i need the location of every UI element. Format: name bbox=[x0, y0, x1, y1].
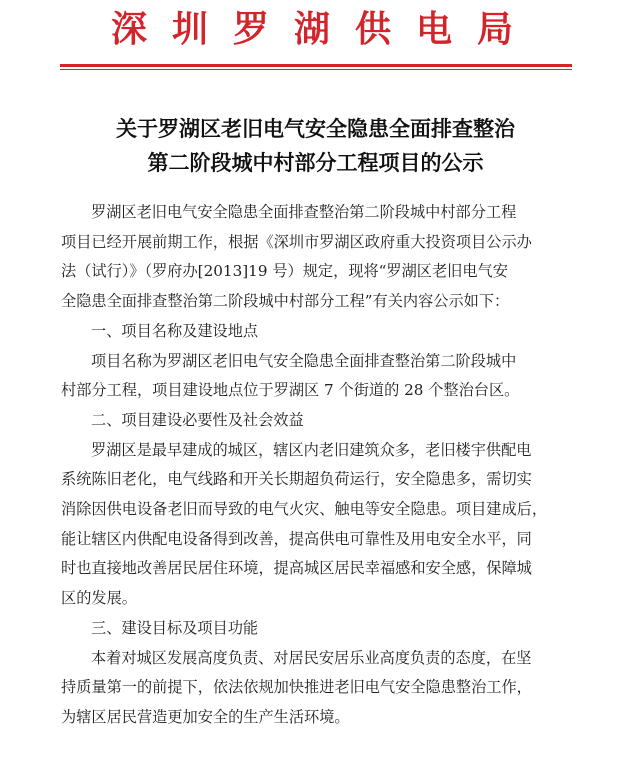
section-line: 系统陈旧老化，电气线路和开关长期超负荷运行，安全隐患多，需切实 bbox=[61, 470, 532, 489]
intro-line: 法（试行）》（罗府办[2013]19 号）规定，现将“罗湖区老旧电气安 bbox=[61, 262, 508, 281]
section-line: 能让辖区内供配电设备得到改善，提高供电可靠性及用电安全水平，同 bbox=[61, 529, 532, 548]
letterhead-rule-thin bbox=[60, 69, 572, 70]
section-heading-2: 二、项目建设必要性及社会效益 bbox=[91, 410, 304, 429]
section-line: 项目名称为罗湖区老旧电气安全隐患全面排查整治第二阶段城中 bbox=[91, 351, 517, 370]
section-paragraph-1 bbox=[61, 347, 581, 406]
intro-line: 罗湖区老旧电气安全隐患全面排查整治第二阶段城中村部分工程 bbox=[91, 203, 517, 221]
section-heading-1: 一、项目名称及建设地点 bbox=[91, 321, 259, 340]
section-line: 消除因供电设备老旧而导致的电气火灾、触电等安全隐患。项目建成后， bbox=[61, 500, 547, 519]
section-line: 罗湖区是最早建成的城区，辖区内老旧建筑众多，老旧楼宇供配电 bbox=[91, 440, 532, 459]
section-line: 时也直接地改善居民居住环境，提高城区居民幸福感和安全感，保障城 bbox=[61, 559, 532, 578]
letterhead-rule-thick bbox=[60, 64, 572, 67]
section-line: 本着对城区发展高度负责、对居民安居乐业高度负责的态度，在坚 bbox=[91, 648, 532, 667]
letterhead: 深圳罗湖供电局 bbox=[110, 8, 538, 50]
document-title bbox=[40, 112, 591, 180]
section-line: 为辖区居民营造更加安全的生产生活环境。 bbox=[61, 707, 350, 726]
section-line: 村部分工程，项目建设地点位于罗湖区 7 个街道的 28 个整治台区。 bbox=[61, 381, 520, 400]
document-body bbox=[61, 198, 581, 733]
section-line: 持质量第一的前提下，依法依规加快推进老旧电气安全隐患整治工作， bbox=[61, 678, 532, 697]
section-line: 区的发展。 bbox=[61, 589, 137, 608]
intro-line: 项目已经开展前期工作，根据《深圳市罗湖区政府重大投资项目公示办 bbox=[61, 232, 532, 251]
section-paragraph-3 bbox=[61, 644, 581, 733]
intro-paragraph bbox=[61, 198, 581, 317]
title-line-1: 关于罗湖区老旧电气安全隐患全面排查整治 bbox=[116, 116, 515, 141]
section-heading-3: 三、建设目标及项目功能 bbox=[91, 618, 259, 637]
intro-line: 全隐患全面排查整治第二阶段城中村部分工程”有关内容公示如下： bbox=[61, 292, 510, 311]
section-paragraph-2 bbox=[61, 436, 581, 614]
title-line-2: 第二阶段城中村部分工程项目的公示 bbox=[147, 150, 484, 175]
